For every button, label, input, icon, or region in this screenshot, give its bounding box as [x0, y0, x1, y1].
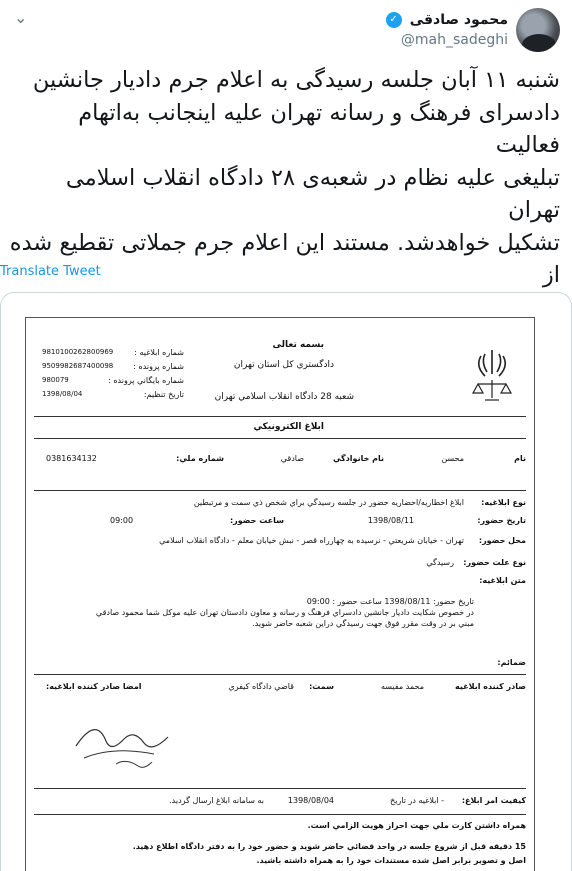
notice-number: 9810100262800969 — [42, 348, 114, 356]
place-value: تهران - خيابان شريعتي - نرسيده به چهارراه قصر - نبش خيابان معلم - دادگاه انقلاب اسلامي — [159, 536, 464, 545]
signature-image — [66, 706, 176, 776]
bismillah: بسمه تعالی — [272, 340, 324, 350]
name-value: محسن — [441, 454, 464, 463]
tweet-line: شنبه ۱۱ آبان جلسه رسیدگی به اعلام جرم دادیار جانشین — [32, 67, 560, 93]
document-title: ابلاغ الكترونيكي — [253, 422, 324, 432]
notice-id-values — [42, 348, 113, 404]
role-value: قاضي دادگاه كيفري — [228, 682, 294, 691]
notice-text — [96, 596, 474, 629]
name-label: نام — [514, 454, 526, 463]
avatar[interactable] — [516, 8, 560, 52]
tweet-line: تشکیل خواهدشد. مستند این اعلام جرم جملاتی تقطیع شده از — [9, 229, 560, 288]
divider — [34, 814, 526, 815]
delivery-tail: به سامانه ابلاغ ارسال گرديد. — [169, 796, 264, 805]
notice-text-label: متن ابلاغيه: — [479, 576, 526, 585]
issuer-value: محمد مفيسه — [381, 682, 424, 691]
attachments-label: ضمائم: — [497, 658, 526, 667]
author-block[interactable] — [386, 9, 508, 48]
appearance-time-label: ساعت حضور: — [229, 516, 284, 525]
delivery-method-label: كيفيت امر ابلاغ: — [461, 796, 526, 805]
media-attachment[interactable] — [0, 292, 572, 871]
display-name[interactable]: محمود صادقی — [409, 12, 508, 28]
translate-tweet-link[interactable]: Translate Tweet — [0, 264, 101, 279]
notice-type-value: ابلاغ اخطاريه/احضاريه حضور در جلسه رسيدگي براي شخص ذي سمت و مرتبطين — [193, 498, 464, 507]
chevron-down-icon[interactable]: ⌄ — [14, 8, 28, 27]
case-number-label: شماره پرونده : — [133, 362, 184, 371]
iran-emblem-icon — [470, 346, 514, 406]
divider — [34, 438, 526, 439]
notice-text-line: مبني بر در وقت مقرر فوق جهت رسيدگي دراين شعبه حاضر شويد. — [252, 619, 474, 628]
notice-type-label: نوع ابلاغيه: — [481, 498, 526, 507]
tweet-line: دادسرای فرهنگ و رسانه تهران علیه اینجانب به‌اتهام فعالیت — [78, 99, 560, 158]
tweet-line: تبلیغی علیه نظام در شعبه‌ی ۲۸ دادگاه انقلاب اسلامی تهران — [65, 164, 560, 223]
divider — [34, 416, 526, 417]
signature-label: امضا صادر كننده ابلاغيه: — [46, 682, 142, 691]
note-documents: اصل و تصوير برابر اصل شده مستندات خود را به همراه داشته باشيد. — [256, 856, 526, 865]
place-label: محل حضور: — [478, 536, 526, 545]
divider — [34, 490, 526, 491]
case-number: 9509982687400098 — [42, 362, 114, 370]
role-label: سمت: — [309, 682, 334, 691]
appearance-date-label: تاريخ حضور: — [477, 516, 526, 525]
divider — [34, 788, 526, 789]
notice-number-label: شماره ابلاغيه : — [134, 348, 184, 357]
court-notice-document — [25, 317, 535, 871]
reason-label: نوع علت حضور: — [463, 558, 526, 567]
issue-date-label: تاريخ تنظيم: — [143, 390, 184, 399]
verified-badge-icon: ✓ — [386, 12, 402, 28]
reason-value: رسيدگي — [426, 558, 454, 567]
court-branch-name: شعبه 28 دادگاه انقلاب اسلامي تهران — [214, 392, 354, 402]
archive-number-label: شماره بايگاني پرونده : — [108, 376, 184, 385]
tweet-header — [0, 0, 572, 60]
family-name-value: صادقي — [280, 454, 304, 463]
family-name-label: نام خانوادگي — [332, 454, 384, 463]
notice-text-line: در خصوص شكايت داديار جانشين دادسراي فرهنگ و رسانه و معاون دادستان تهران عليه موكل شما محمود صادقي — [95, 608, 474, 617]
court-general-name: دادگستري كل استان تهران — [233, 360, 334, 370]
national-id-value: 0381634132 — [46, 454, 97, 463]
note-national-card: همراه داشتن كارت ملي جهت احراز هويت الزامي است. — [307, 821, 526, 830]
appearance-date-value: 1398/08/11 — [367, 516, 414, 525]
national-id-label: شماره ملي: — [176, 454, 224, 463]
note-arrive-early: 15 دقيقه قبل از شروع جلسه در واحد قضائي حاضر شويد و حضور خود را به دفتر دادگاه اطلاع دهيد. — [132, 842, 526, 851]
appearance-time-value: 09:00 — [110, 516, 134, 525]
issuer-label: صادر كننده ابلاغيه — [455, 682, 526, 691]
user-handle[interactable]: @mah_sadeghi — [400, 32, 508, 48]
divider — [34, 674, 526, 675]
delivery-date: 1398/08/04 — [287, 796, 334, 805]
delivery-method-value: - ابلاغيه در تاريخ — [390, 796, 444, 805]
archive-number: 980079 — [42, 376, 69, 384]
issue-date: 1398/08/04 — [42, 390, 83, 398]
notice-text-line: تاريخ حضور: 1398/08/11 ساعت حضور : 09:00 — [306, 597, 474, 606]
